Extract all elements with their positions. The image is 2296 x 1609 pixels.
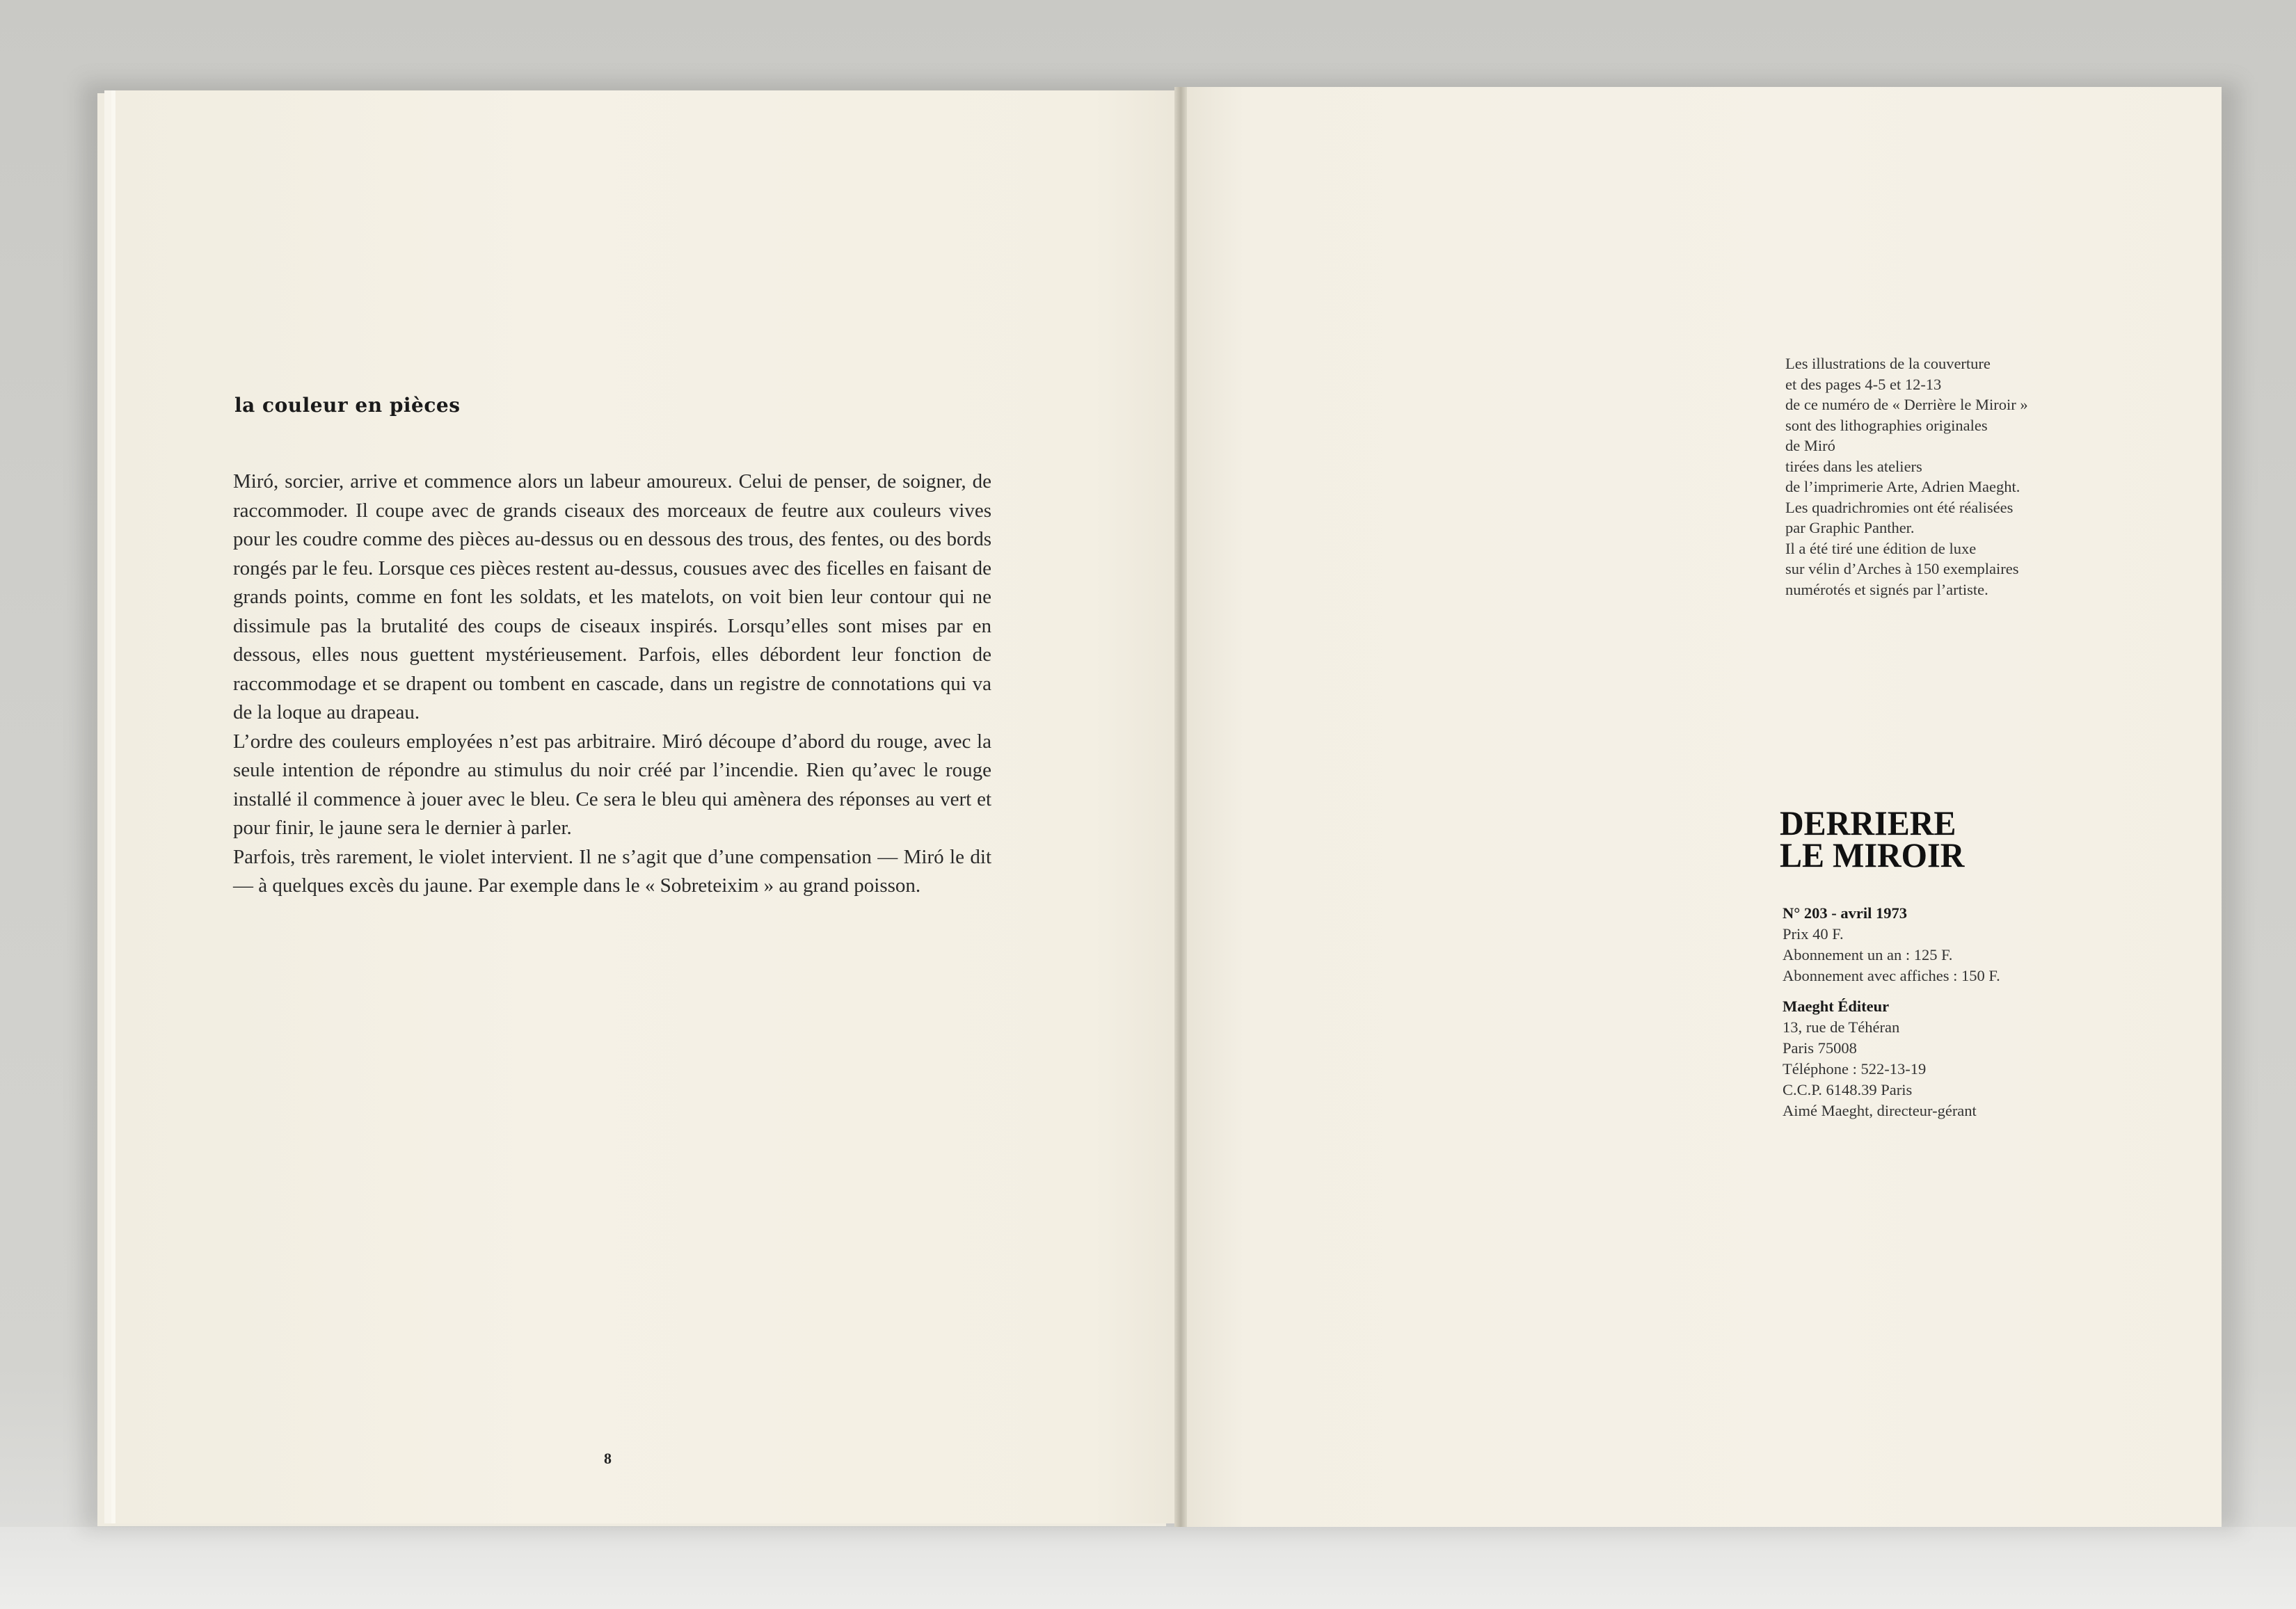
address-line: Aimé Maeght, directeur-gérant — [1783, 1102, 1977, 1119]
right-page — [1181, 87, 2222, 1527]
essay-paragraph: Miró, sorcier, arrive et commence alors un labeur amoureux. Celui de penser, de soigner, de raccommoder. Il coupe avec de grands ciseaux des morceaux de feutre aux couleurs vives pour les coudre comme des pièces au-dessus ou en dessous des trous, des fentes, ou des bords rongés par le feu. Lorsque ces pièces restent au-dessus, cousues avec des ficelles en faisant de grands points, comme en font les soldats, et les matelots, on voit bien leur contour qui ne dissimule pas la brutalité des coups de ciseaux inspirés. Lorsqu’elles sont mises par en dessous, elles nous guettent mystérieusement. Parfois, elles débordent leur fonction de raccommodage et se drapent ou tombent en cascade, dans un registre de connotations qui va de la loque au drapeau. — [233, 470, 991, 723]
essay-paragraph: L’ordre des couleurs employées n’est pas arbitraire. Miró découpe d’abord du rouge, avec la seule intention de répondre au stimulus du noir créé par l’incendie. Rien qu’avec le rouge installé il commence à jouer avec le bleu. Ce sera le bleu qui amènera des réponses au vert et pour finir, le jaune sera le dernier à parler. — [233, 730, 991, 839]
spacer — [1783, 986, 2000, 996]
colophon-line: numérotés et signés par l’artiste. — [1785, 580, 1988, 598]
table-surface — [0, 1527, 2296, 1609]
colophon-line: par Graphic Panther. — [1785, 519, 1915, 536]
colophon-line: et des pages 4-5 et 12-13 — [1785, 375, 1942, 393]
page-number: 8 — [604, 1450, 612, 1467]
colophon-line: de Miró — [1785, 437, 1835, 454]
colophon-line: tirées dans les ateliers — [1785, 457, 1922, 475]
issue-info — [1783, 903, 2000, 1121]
address-line: C.C.P. 6148.39 Paris — [1783, 1081, 1913, 1098]
colophon-line: Les quadrichromies ont été réalisées — [1785, 498, 2014, 516]
issue-number: N° 203 - avril 1973 — [1783, 904, 1907, 922]
colophon-line: de l’imprimerie Arte, Adrien Maeght. — [1785, 478, 2020, 495]
colophon-line: sur vélin d’Arches à 150 exemplaires — [1785, 560, 2019, 577]
price: Prix 40 F. — [1783, 925, 1844, 943]
masthead-line: LE MIROIR — [1780, 835, 1965, 874]
colophon-line: de ce numéro de « Derrière le Miroir » — [1785, 396, 2028, 413]
essay-paragraph: Parfois, très rarement, le violet intervient. Il ne s’agit que d’une compensation — Miró le dit — à quelques excès du jaune. Par exemple dans le « Sobreteixim » au grand poisson. — [233, 845, 991, 897]
masthead-line: DERRIERE — [1780, 803, 1956, 842]
address-line: Paris 75008 — [1783, 1039, 1857, 1057]
colophon-line: Les illustrations de la couverture — [1785, 355, 1991, 372]
book-gutter — [1174, 87, 1187, 1527]
essay-body — [233, 467, 991, 901]
address-line: Téléphone : 522-13-19 — [1783, 1060, 1927, 1078]
masthead — [1780, 803, 1965, 874]
essay-title: la couleur en pièces — [234, 394, 461, 417]
colophon — [1785, 353, 2028, 600]
publisher-name: Maeght Éditeur — [1783, 998, 1890, 1015]
colophon-line: Il a été tiré une édition de luxe — [1785, 539, 1977, 557]
subscription-posters: Abonnement avec affiches : 150 F. — [1783, 967, 2000, 984]
subscription: Abonnement un an : 125 F. — [1783, 946, 1953, 963]
address-line: 13, rue de Téhéran — [1783, 1018, 1900, 1036]
colophon-line: sont des lithographies originales — [1785, 416, 1988, 434]
